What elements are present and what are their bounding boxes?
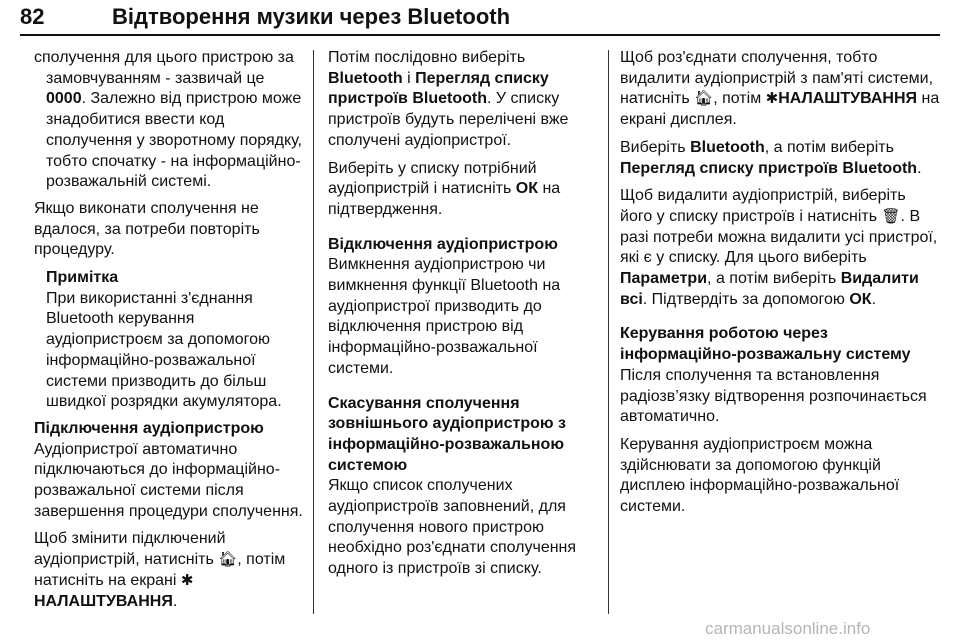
column-2 bbox=[328, 48, 600, 587]
text: Потім послідовно виберіть bbox=[328, 49, 526, 66]
paragraph-retry: Якщо виконати сполучення не вдалося, за потреби повторіть процедуру. bbox=[34, 199, 260, 259]
text: , потім bbox=[713, 90, 766, 108]
gear-icon: ✱ bbox=[180, 571, 194, 589]
text: . bbox=[917, 159, 922, 177]
heading-connect-device: Підключення аудіопристрою bbox=[34, 419, 264, 437]
paragraph-auto-connect: Аудіопристрої автоматично підключаються до інформаційно-розважальної системи після завершення процедури сполучення. bbox=[34, 440, 303, 520]
text: Виберіть у списку потрібний аудіопристрій і натисніть bbox=[328, 159, 537, 198]
column-divider bbox=[608, 50, 609, 614]
settings-label: НАЛАШТУВАННЯ bbox=[34, 592, 173, 610]
text: . bbox=[871, 290, 877, 308]
bluetooth-label: Bluetooth bbox=[328, 69, 403, 87]
paragraph-disconnect: Вимкнення аудіопристрою чи вимкнення функції Bluetooth на аудіопристрої призводить до відключення пристрою від інформаційно-розважальної системи. bbox=[328, 256, 561, 377]
pairing-code: 0000 bbox=[46, 90, 82, 108]
header-rule bbox=[20, 34, 940, 36]
column-3 bbox=[620, 48, 942, 525]
column-divider bbox=[313, 50, 314, 614]
watermark: carmanualsonline.info bbox=[705, 619, 871, 638]
text: на підтвердження. bbox=[328, 180, 561, 218]
paragraph-open-list bbox=[620, 138, 942, 179]
paragraph-display-control: Керування аудіопристроєм можна здійснювати за допомогою функцій дисплею інформаційно-розважальної системи. bbox=[620, 435, 900, 516]
paragraph-select-list bbox=[328, 48, 600, 152]
text: Виберіть bbox=[620, 138, 691, 156]
text: сполучення для цього пристрою за замовчуванням - зазвичай це bbox=[34, 49, 294, 87]
heading-infotainment-control: Керування роботою через інформаційно-розважальну систему bbox=[620, 325, 911, 364]
text: на екрані дисплея. bbox=[620, 90, 940, 129]
paragraph-auto-playback: Після сполучення та встановлення радіозв’язку відтворення розпочинається автоматично. bbox=[620, 366, 927, 426]
gear-icon: ✱ bbox=[765, 90, 779, 108]
text: Щоб роз'єднати сполучення, тобто видалити аудіопристрій з пам'яті системи, натисніть bbox=[620, 49, 934, 108]
page-header bbox=[0, 0, 960, 40]
page-number: 82 bbox=[20, 4, 45, 29]
text: , а потім виберіть bbox=[764, 138, 894, 156]
heading-unpair-device: Скасування сполучення зовнішнього аудіопристрою з інформаційно-розважальною системою bbox=[328, 394, 566, 474]
text: . Залежно від пристрою може знадобитися ввести код сполучення у зворотному порядку, тобто спочатку - на інформаційно-розважальній системі. bbox=[46, 90, 302, 191]
home-icon: 🏠︎ bbox=[694, 90, 714, 108]
ok-label: ОК bbox=[515, 180, 539, 198]
page-title: Відтворення музики через Bluetooth bbox=[112, 4, 511, 29]
text: . В разі потреби можна видалити усі пристрої, які є у списку. Для цього виберіть bbox=[620, 207, 938, 267]
delete-all-label: Видалити всі bbox=[620, 270, 919, 308]
column-1 bbox=[34, 48, 304, 619]
paragraph-change-device bbox=[34, 529, 304, 612]
paragraph-select-device bbox=[328, 159, 600, 221]
home-icon: 🏠︎ bbox=[218, 551, 238, 569]
settings-label: НАЛАШТУВАННЯ bbox=[778, 90, 918, 108]
paragraph-unpair bbox=[620, 48, 942, 131]
ok-label: ОК bbox=[849, 290, 872, 308]
text: . bbox=[172, 592, 178, 610]
device-list-label: Перегляд списку пристроїв Bluetooth bbox=[328, 69, 549, 108]
heading-disconnect-device: Відключення аудіопристрою bbox=[328, 235, 558, 253]
text: . У списку пристроїв будуть перелічені вже сполучені аудіопристрої. bbox=[328, 90, 569, 149]
bluetooth-label: Bluetooth bbox=[690, 138, 765, 156]
note-title: Примітка bbox=[46, 269, 119, 287]
note-text: При використанні з'єднання Bluetooth керування аудіопристроєм за допомогою інформаційно-розважальної системи призводить до більш швидкої розрядки акумулятора. bbox=[46, 289, 282, 411]
text: і bbox=[402, 69, 416, 87]
paragraph-delete-device bbox=[620, 186, 942, 310]
text: , а потім виберіть bbox=[707, 270, 841, 288]
paragraph-pairing-code bbox=[34, 48, 304, 193]
text: Щоб змінити підключений аудіопристрій, натисніть bbox=[34, 530, 226, 569]
text: Щоб видалити аудіопристрій, виберіть його у списку пристроїв і натисніть bbox=[620, 187, 906, 225]
paragraph-list-full: Якщо список сполучених аудіопристроїв заповнений, для сполучення нового пристрою необхідно роз'єднати сполучення одного із пристроїв зі списку. bbox=[328, 477, 577, 578]
note-block bbox=[34, 268, 304, 413]
trash-icon: 🗑︎ bbox=[881, 207, 901, 225]
text: . Підтвердіть за допомогою bbox=[642, 290, 850, 308]
text: , потім натисніть на екрані bbox=[34, 551, 286, 589]
options-label: Параметри bbox=[620, 270, 708, 288]
device-list-label: Перегляд списку пристроїв Bluetooth bbox=[620, 159, 918, 177]
